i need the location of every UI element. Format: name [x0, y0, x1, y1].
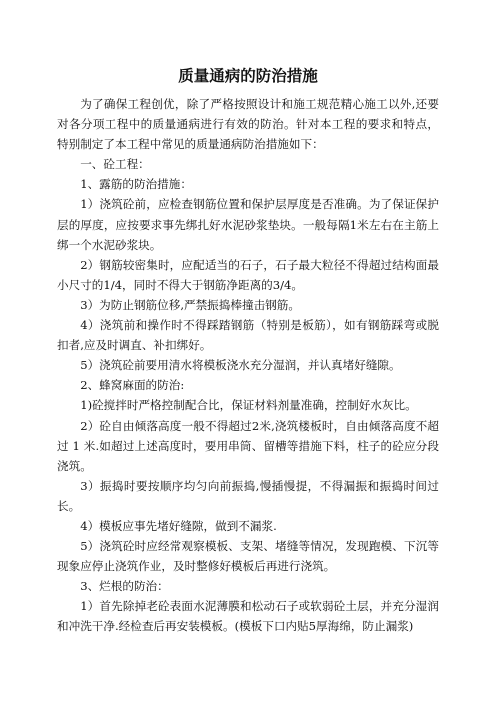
- paragraph-honeycomb-5: 5）浇筑砼时应经常观察模板、支架、堵缝等情况，发现跑模、下沉等现象应停止浇筑作业，及时整修好模板后再进行浇筑。: [57, 539, 439, 574]
- paragraph-honeycomb-3: 3）振捣时要按顺序均匀向前振捣,慢插慢提，不得漏振和振捣时间过长。: [57, 478, 439, 513]
- subsection-heading-exposed-rebar: 1、露筋的防治措施：: [80, 177, 192, 192]
- paragraph-rotten-root-1: 1）首先除掉老砼表面水泥薄膜和松动石子或软弱砼土层，并充分湿润和冲洗干净.经检查后再安装模板。(模板下口内贴5厚海绵，防止漏浆): [57, 599, 439, 634]
- paragraph-rebar-3: 3）为防止钢筋位移,严禁振捣棒撞击钢筋。: [80, 297, 300, 312]
- paragraph-rebar-5: 5）浇筑砼前要用清水将模板浇水充分湿润，并认真堵好缝隙。: [80, 358, 401, 373]
- section-heading-concrete: 一、砼工程：: [80, 157, 150, 172]
- paragraph-honeycomb-2: 2）砼自由倾落高度一般不得超过2米,浇筑楼板时，自由倾落高度不超过 1 米.如超过上述高度时，要用串筒、留槽等措施下料，柱子的砼应分段浇筑。: [57, 418, 439, 473]
- paragraph-intro: 为了确保工程创优，除了严格按照设计和施工规范精心施工以外,还要对各分项工程中的质量通病进行有效的防治。针对本工程的要求和特点，特别制定了本工程中常见的质量通病防治措施如下：: [57, 97, 439, 152]
- paragraph-rebar-2: 2）钢筋较密集时，应配适当的石子，石子最大粒径不得超过结构面最小尺寸的1/4，同时不得大于钢筋净距离的3/4。: [57, 257, 439, 292]
- paragraph-rebar-1: 1）浇筑砼前，应检查钢筋位置和保护层厚度是否准确。为了保证保护层的厚度，应按要求事先绑扎好水泥砂浆垫块。一般每隔1米左右在主筋上绑一个水泥砂浆块。: [57, 197, 439, 252]
- paragraph-honeycomb-4: 4）模板应事先堵好缝隙，做到不漏浆.: [80, 518, 277, 533]
- paragraph-rebar-4: 4）浇筑前和操作时不得踩踏钢筋（特别是板筋），如有钢筋踩弯或脱扣者,应及时调直、补扣绑好。: [57, 318, 439, 353]
- paragraph-honeycomb-1: 1)砼搅拌时严格控制配合比，保证材料剂量准确，控制好水灰比。: [80, 398, 417, 413]
- document-title: 质量通病的防治措施: [178, 67, 318, 85]
- subsection-heading-honeycomb: 2、蜂窝麻面的防治:: [80, 378, 185, 393]
- subsection-heading-rotten-root: 3、烂根的防治：: [80, 579, 169, 594]
